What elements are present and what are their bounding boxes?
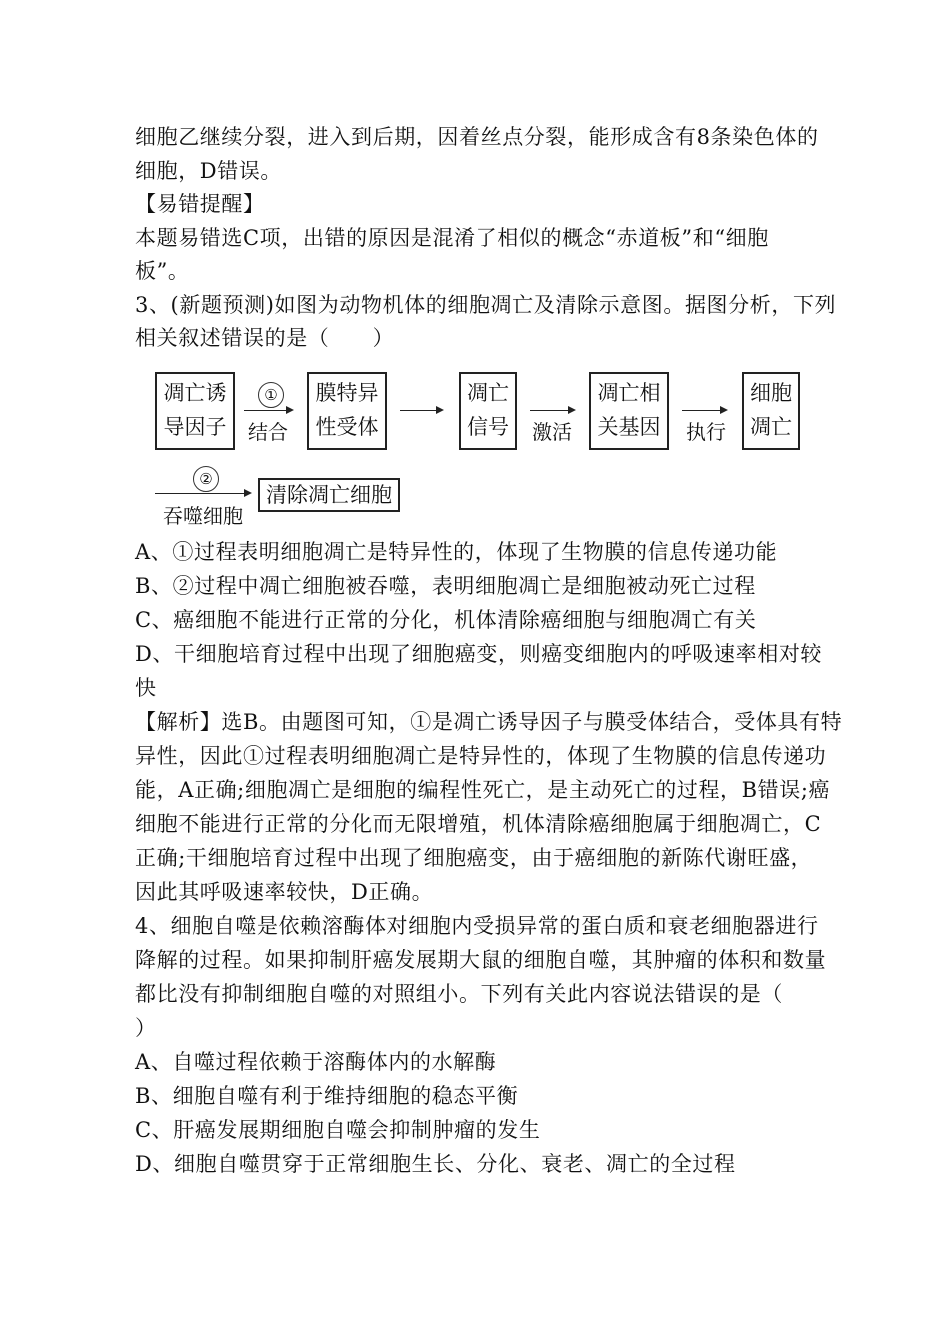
circled-number-2: ② [193,466,219,492]
box-text: 导因子 [163,415,227,439]
question-stem: 降解的过程。如果抑制肝癌发展期大鼠的细胞自噬，其肿瘤的体积和数量 [135,948,827,972]
analysis-text: 能，A正确;细胞凋亡是细胞的编程性死亡，是主动死亡的过程，B错误;癌 [135,778,831,802]
option-a: A、自噬过程依赖于溶酶体内的水解酶 [135,1050,497,1074]
diagram-box-clear: 清除凋亡细胞 [258,478,400,512]
option-c: C、肝癌发展期细胞自噬会抑制肿瘤的发生 [135,1118,541,1142]
text-line: 本题易错选C项，出错的原因是混淆了相似的概念“赤道板”和“细胞 [135,226,769,250]
question-stem: 都比没有抑制细胞自噬的对照组小。下列有关此内容说法错误的是（ [135,982,783,1006]
box-text: 凋亡相 [597,381,661,405]
arrow-bind [244,410,292,411]
option-c: C、癌细胞不能进行正常的分化，机体清除癌细胞与细胞凋亡有关 [135,608,757,632]
box-text: 信号 [467,415,509,439]
box-text: 关基因 [597,415,661,439]
box-text: 膜特异 [315,381,379,405]
text-line: 细胞乙继续分裂，进入到后期，因着丝点分裂，能形成含有8条染色体的 [135,125,819,149]
analysis-text: 异性，因此①过程表明细胞凋亡是特异性的，体现了生物膜的信息传递功 [135,744,827,768]
arrow-label: 执行 [686,420,726,444]
arrow-label: 激活 [532,420,572,444]
section-heading: 【易错提醒】 [135,192,265,216]
arrow-execute [682,410,726,411]
box-text: 凋亡 [467,381,509,405]
option-b: B、细胞自噬有利于维持细胞的稳态平衡 [135,1084,519,1108]
analysis-text: 【解析】选B。由题图可知，①是凋亡诱导因子与膜受体结合，受体具有特 [135,710,843,734]
box-text: 细胞 [750,381,792,405]
diagram-box-inducer [155,372,235,450]
arrow-activate [530,410,574,411]
question-stem: 3、(新题预测)如图为动物机体的细胞凋亡及清除示意图。据图分析，下列 [135,293,837,317]
circled-number-1: ① [258,382,284,408]
diagram-box-apoptosis [742,372,800,450]
analysis-text: 细胞不能进行正常的分化而无限增殖，机体清除癌细胞属于细胞凋亡，C [135,812,822,836]
diagram-box-signal [459,372,517,450]
question-stem: ） [135,1016,157,1040]
text-line: 板”。 [135,259,190,283]
box-text: 性受体 [315,415,379,439]
arrow-phagocytosis [155,493,250,494]
option-d: D、干细胞培育过程中出现了细胞癌变，则癌变细胞内的呼吸速率相对较 [135,642,823,666]
option-a: A、①过程表明细胞凋亡是特异性的，体现了生物膜的信息传递功能 [135,540,778,564]
text-line: 快 [135,676,157,700]
text-line: 细胞，D错误。 [135,159,283,183]
arrow-label: 结合 [248,420,288,444]
option-b: B、②过程中凋亡细胞被吞噬，表明细胞凋亡是细胞被动死亡过程 [135,574,756,598]
question-stem: 4、细胞自噬是依赖溶酶体对细胞内受损异常的蛋白质和衰老细胞器进行 [135,914,819,938]
arrow-signal [400,410,442,411]
box-text: 凋亡诱 [163,381,227,405]
diagram-box-genes [589,372,669,450]
analysis-text: 正确;干细胞培育过程中出现了细胞癌变，由于癌细胞的新陈代谢旺盛， [135,846,813,870]
option-d: D、细胞自噬贯穿于正常细胞生长、分化、衰老、凋亡的全过程 [135,1152,736,1176]
analysis-text: 因此其呼吸速率较快，D正确。 [135,880,434,904]
question-stem: 相关叙述错误的是（ ） [135,326,395,350]
diagram-box-receptor [307,372,387,450]
box-text: 凋亡 [750,415,792,439]
arrow-label: 吞噬细胞 [163,504,243,528]
